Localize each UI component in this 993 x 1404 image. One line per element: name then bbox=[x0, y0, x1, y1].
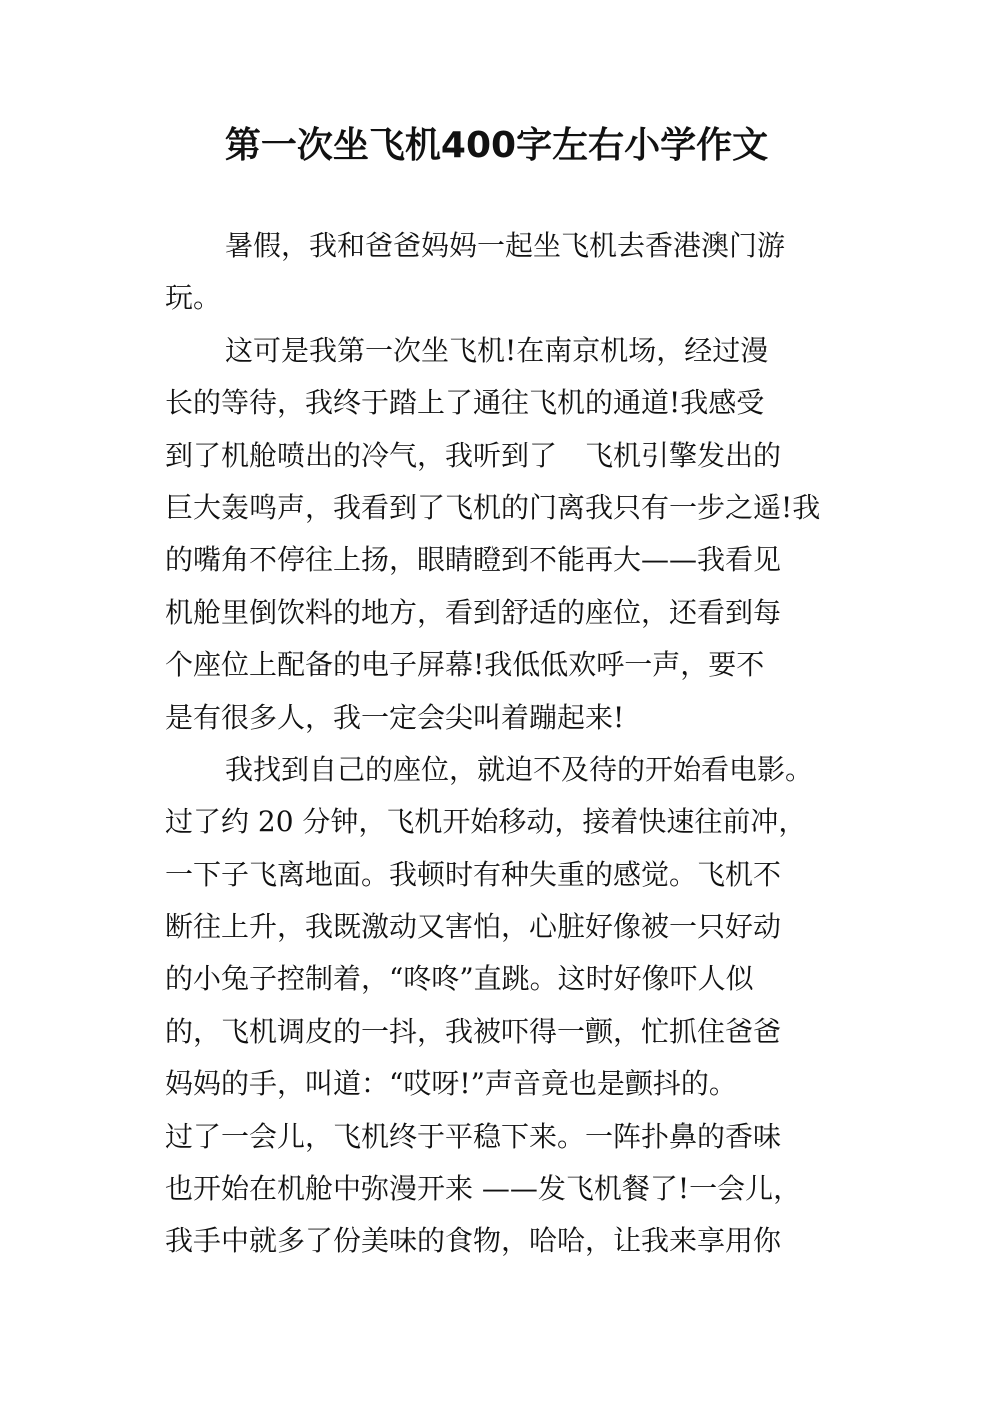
text-line: 长的等待，我终于踏上了通往飞机的通道!我感受 bbox=[165, 386, 765, 420]
text-line: 到了机舱喷出的冷气，我听到了 飞机引擎发出的 bbox=[165, 438, 782, 472]
document-body bbox=[165, 220, 885, 1268]
text-line: 个座位上配备的电子屏幕!我低低欢呼一声，要不 bbox=[165, 648, 765, 682]
text-line: 的小兔子控制着，“咚咚”直跳。这时好像吓人似 bbox=[165, 962, 754, 996]
text-line: 我找到自己的座位，就迫不及待的开始看电影。 bbox=[225, 752, 814, 786]
text-line: 过了一会儿，飞机终于平稳下来。一阵扑鼻的香味 bbox=[165, 1119, 782, 1153]
text-line: 过了约 20 分钟，飞机开始移动，接着快速往前冲， bbox=[165, 805, 807, 839]
text-line: 也开始在机舱中弥漫开来 ——发飞机餐了!一会儿， bbox=[165, 1172, 802, 1206]
text-line: 一下子飞离地面。我顿时有种失重的感觉。飞机不 bbox=[165, 857, 782, 891]
document-title: 第一次坐飞机400字左右小学作文 bbox=[224, 125, 769, 166]
text-line: 机舱里倒饮料的地方，看到舒适的座位，还看到每 bbox=[165, 595, 782, 629]
text-line: 是有很多人，我一定会尖叫着蹦起来! bbox=[165, 700, 625, 734]
text-line: 断往上升，我既激动又害怕，心脏好像被一只好动 bbox=[165, 910, 782, 944]
text-line: 的，飞机调皮的一抖，我被吓得一颤，忙抓住爸爸 bbox=[165, 1014, 782, 1048]
text-line: 暑假，我和爸爸妈妈一起坐飞机去香港澳门游 bbox=[225, 229, 786, 262]
text-line: 我手中就多了份美味的食物，哈哈，让我来享用你 bbox=[165, 1224, 782, 1258]
text-line: 巨大轰鸣声，我看到了飞机的门离我只有一步之遥!我 bbox=[165, 490, 821, 524]
text-line: 这可是我第一次坐飞机!在南京机场，经过漫 bbox=[225, 333, 769, 367]
text-line: 妈妈的手，叫道：“哎呀!”声音竟也是颤抖的。 bbox=[165, 1067, 737, 1101]
text-line: 的嘴角不停往上扬，眼睛瞪到不能再大——我看见 bbox=[165, 543, 782, 577]
text-line: 玩。 bbox=[165, 281, 222, 315]
